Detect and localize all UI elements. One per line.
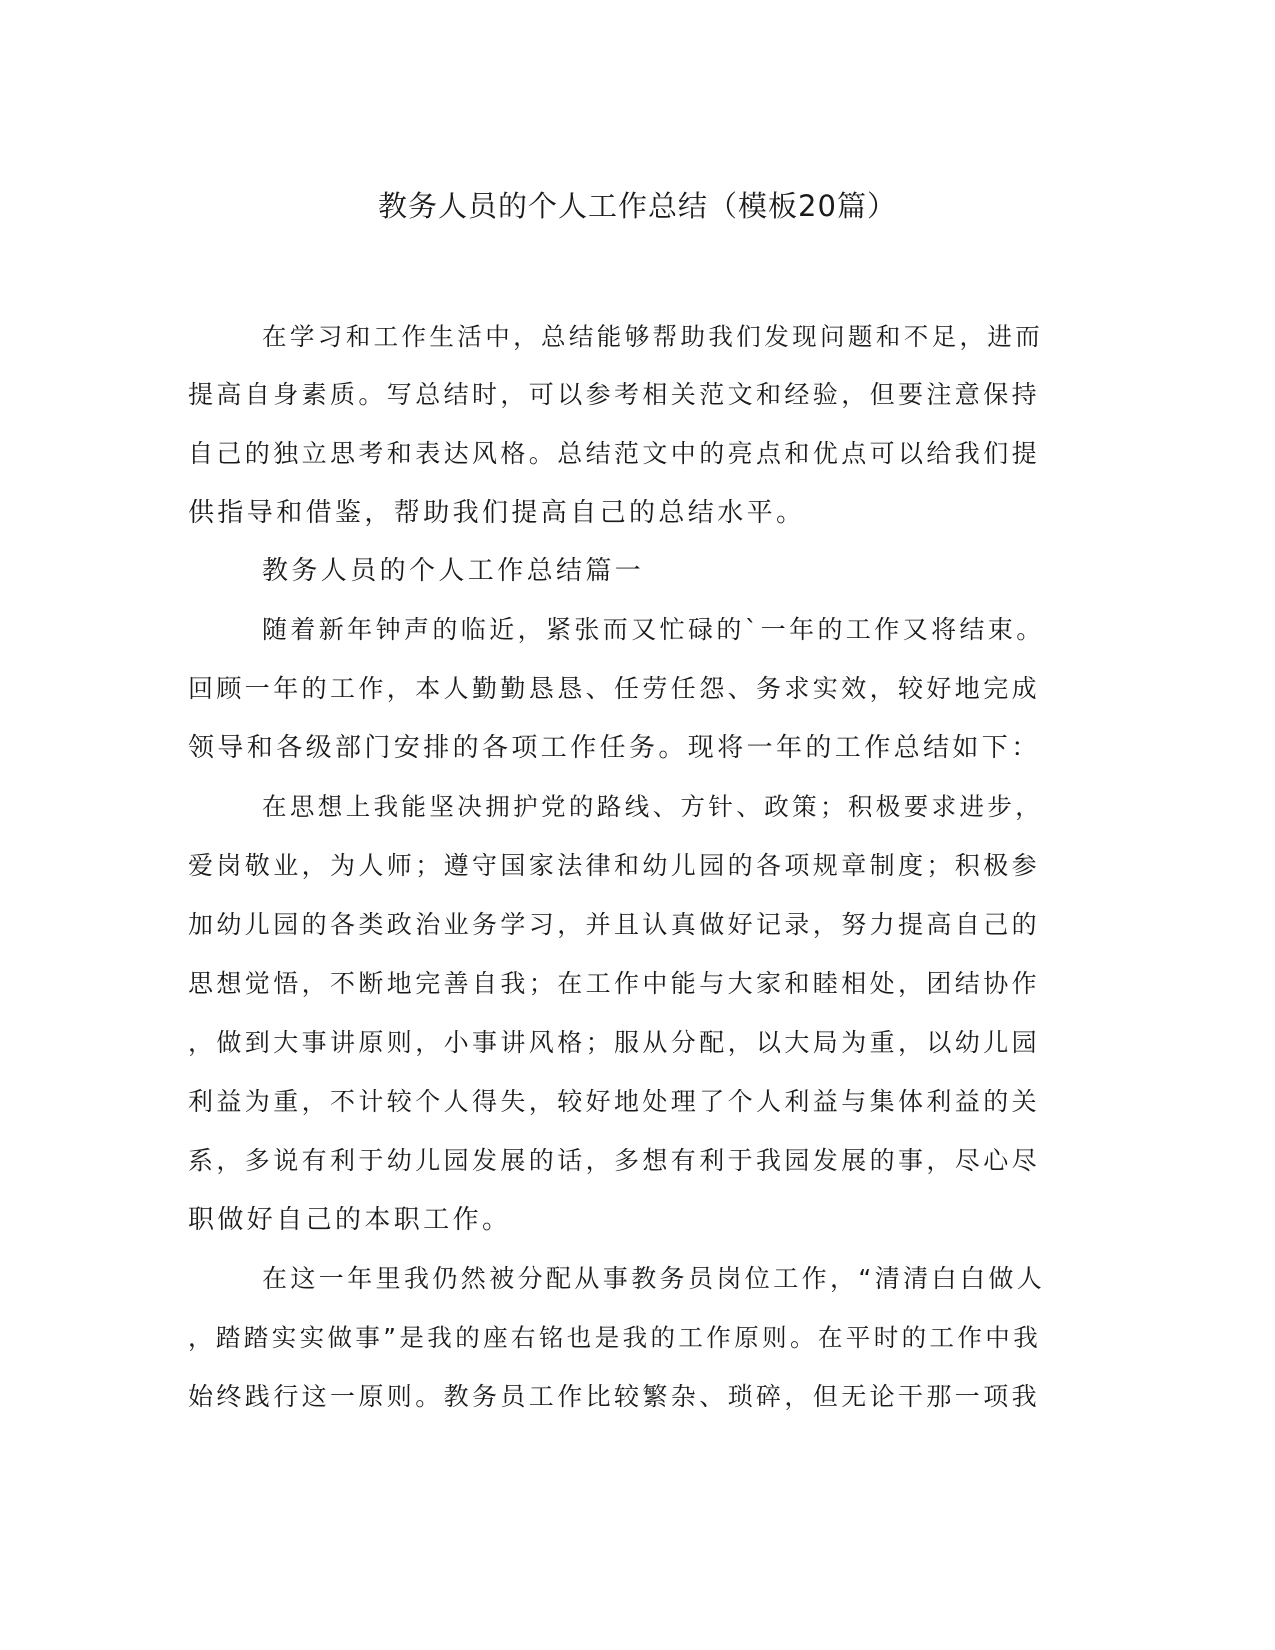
paragraph-2-line-2: 爱岗敬业，为人师；遵守国家法律和幼儿园的各项规章制度；积极参 <box>188 851 1041 880</box>
paragraph-2-line-3: 加幼儿园的各类政治业务学习，并且认真做好记录，努力提高自己的 <box>188 910 1041 939</box>
paragraph-1-line-3: 领导和各级部门安排的各项工作任务。现将一年的工作总结如下： <box>188 733 1041 763</box>
document-title: 教务人员的个人工作总结（模板20篇） <box>378 189 897 223</box>
intro-line-3: 自己的独立思考和表达风格。总结范文中的亮点和优点可以给我们提 <box>188 439 1041 468</box>
paragraph-2-line-6: 利益为重，不计较个人得失，较好地处理了个人利益与集体利益的关 <box>188 1087 1041 1116</box>
paragraph-2-line-5: ，做到大事讲原则，小事讲风格；服从分配，以大局为重，以幼儿园 <box>188 1028 1041 1057</box>
paragraph-3-line-2: ，踏踏实实做事”是我的座右铭也是我的工作原则。在平时的工作中我 <box>188 1323 1042 1352</box>
paragraph-2-line-8: 职做好自己的本职工作。 <box>188 1205 512 1235</box>
paragraph-1-line-1: 随着新年钟声的临近，紧张而又忙碌的`一年的工作又将结束。 <box>262 615 1045 644</box>
paragraph-2-line-1: 在思想上我能坚决拥护党的路线、方针、政策；积极要求进步， <box>262 792 1044 821</box>
section-heading: 教务人员的个人工作总结篇一 <box>262 556 645 586</box>
intro-line-4: 供指导和借鉴，帮助我们提高自己的总结水平。 <box>188 498 806 528</box>
paragraph-2-line-4: 思想觉悟，不断地完善自我；在工作中能与大家和睦相处，团结协作 <box>188 969 1041 998</box>
paragraph-1-line-2: 回顾一年的工作，本人勤勤恳恳、任劳任怨、务求实效，较好地完成 <box>188 674 1041 703</box>
paragraph-3-line-1: 在这一年里我仍然被分配从事教务员岗位工作，“清清白白做人 <box>262 1264 1046 1293</box>
paragraph-3-line-3: 始终践行这一原则。教务员工作比较繁杂、琐碎，但无论干那一项我 <box>188 1382 1041 1411</box>
intro-line-2: 提高自身素质。写总结时，可以参考相关范文和经验，但要注意保持 <box>188 380 1041 409</box>
intro-line-1: 在学习和工作生活中，总结能够帮助我们发现问题和不足，进而 <box>262 322 1044 351</box>
paragraph-2-line-7: 系，多说有利于幼儿园发展的话，多想有利于我园发展的事，尽心尽 <box>188 1146 1041 1175</box>
